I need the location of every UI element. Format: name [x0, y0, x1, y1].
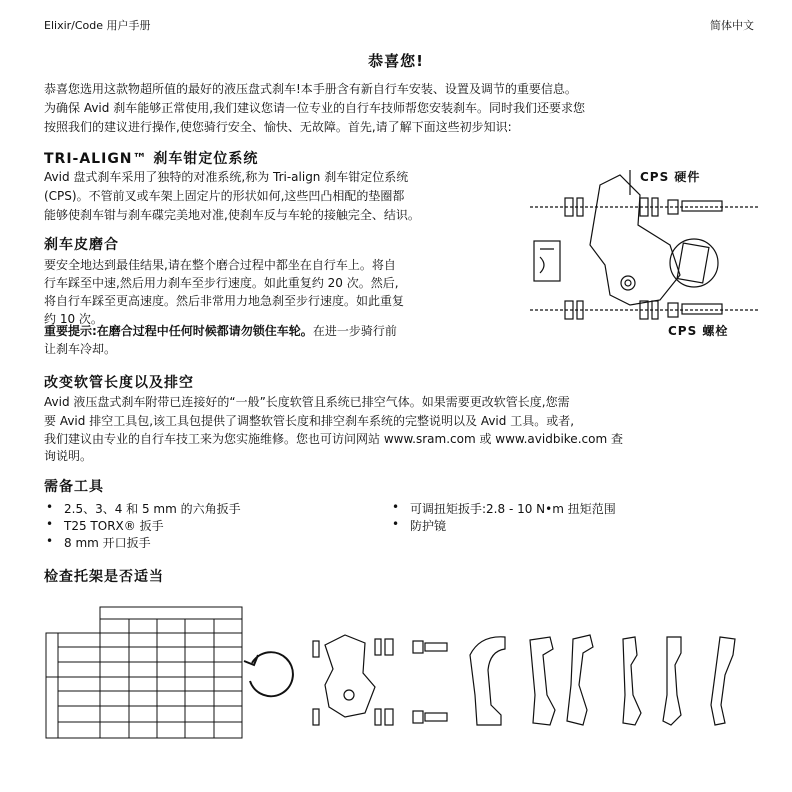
- tools-heading: 需备工具: [44, 479, 104, 495]
- tri-align-heading: TRI-ALIGN™ 刹车钳定位系统: [44, 151, 259, 167]
- tool-item: • 8 mm 开口扳手: [64, 534, 151, 551]
- tool-item: • 2.5、3、4 和 5 mm 的六角扳手: [64, 500, 241, 517]
- hose-heading: 改变软管长度以及排空: [44, 375, 194, 391]
- bedding-important: [44, 322, 506, 341]
- tool-item: • 防护镜: [410, 517, 446, 534]
- bracket-table: [44, 605, 244, 740]
- cps-bolts-label: CPS 螺栓: [668, 324, 729, 338]
- rotate-arrow-icon: [240, 645, 300, 705]
- tool-item: • T25 TORX® 扳手: [64, 517, 164, 534]
- cps-hardware-label: CPS 硬件: [640, 170, 701, 184]
- bedding-line-last: 让刹车冷却。: [44, 342, 117, 356]
- intro-line-3: 按照我们的建议进行操作,使您骑行安全、愉快、无故障。首先,请了解下面这些初步知识:: [44, 120, 512, 134]
- tool-item: • 可调扭矩扳手:2.8 - 10 N•m 扭矩范围: [410, 500, 616, 517]
- intro-line-2: 为确保 Avid 刹车能够正常使用,我们建议您请一位专业的自行车技师帮您安装刹车。同时我们还要求您: [44, 101, 586, 115]
- bedding-line-1: 要安全地达到最佳结果,请在整个磨合过程中都坐在自行车上。将自: [44, 258, 396, 272]
- cps-caliper-figure: [520, 165, 770, 345]
- hose-line-4: 询说明。: [44, 449, 93, 463]
- bedding-heading: 刹车皮磨合: [44, 237, 119, 253]
- hose-line-2: 要 Avid 排空工具包,该工具包提供了调整软管长度和排空刹车系统的完整说明以及 Avid 工具。或者,: [44, 414, 575, 428]
- intro-line-1: 恭喜您选用这款物超所值的最好的液压盘式刹车!本手册含有新自行车安装、设置及调节的重要信息。: [44, 82, 577, 96]
- tri-align-line-3: 能够使刹车钳与刹车碟完美地对准,使刹车反与车轮的接触完全、结识。: [44, 208, 420, 222]
- tri-align-line-1: Avid 盘式刹车采用了独特的对准系统,称为 Tri-align 刹车钳定位系统: [44, 170, 409, 184]
- important-rest: 在进一步骑行前: [312, 324, 397, 338]
- header-right: 简体中文: [710, 19, 754, 32]
- bedding-line-2: 行车踩至中速,然后用力刹车至步行速度。如此重复约 20 次。然后,: [44, 276, 399, 290]
- bracket-illustrations: [305, 625, 755, 735]
- hose-line-1: Avid 液压盘式刹车附带已连接好的“一般”长度软管且系统已排空气体。如果需要更改软管长度,您需: [44, 395, 570, 409]
- tri-align-line-2: (CPS)。不管前叉或车架上固定片的形状如何,这些凹凸相配的垫圈都: [44, 189, 405, 203]
- hose-line-3: 我们建议由专业的自行车技工来为您实施维修。您也可访问网站 www.sram.com 或 www.avidbike.com 查: [44, 432, 623, 446]
- header-left: Elixir/Code 用户手册: [44, 19, 151, 32]
- important-bold: 重要提示:在磨合过程中任何时候都请勿锁住车轮。: [44, 324, 313, 338]
- page-title: 恭喜您!: [368, 52, 424, 70]
- bedding-line-3: 将自行车踩至更高速度。然后非常用力地急刹至步行速度。如此重复: [44, 294, 405, 308]
- bedding-line-4: 约 10 次。: [44, 312, 103, 326]
- check-heading: 检查托架是否适当: [44, 569, 164, 585]
